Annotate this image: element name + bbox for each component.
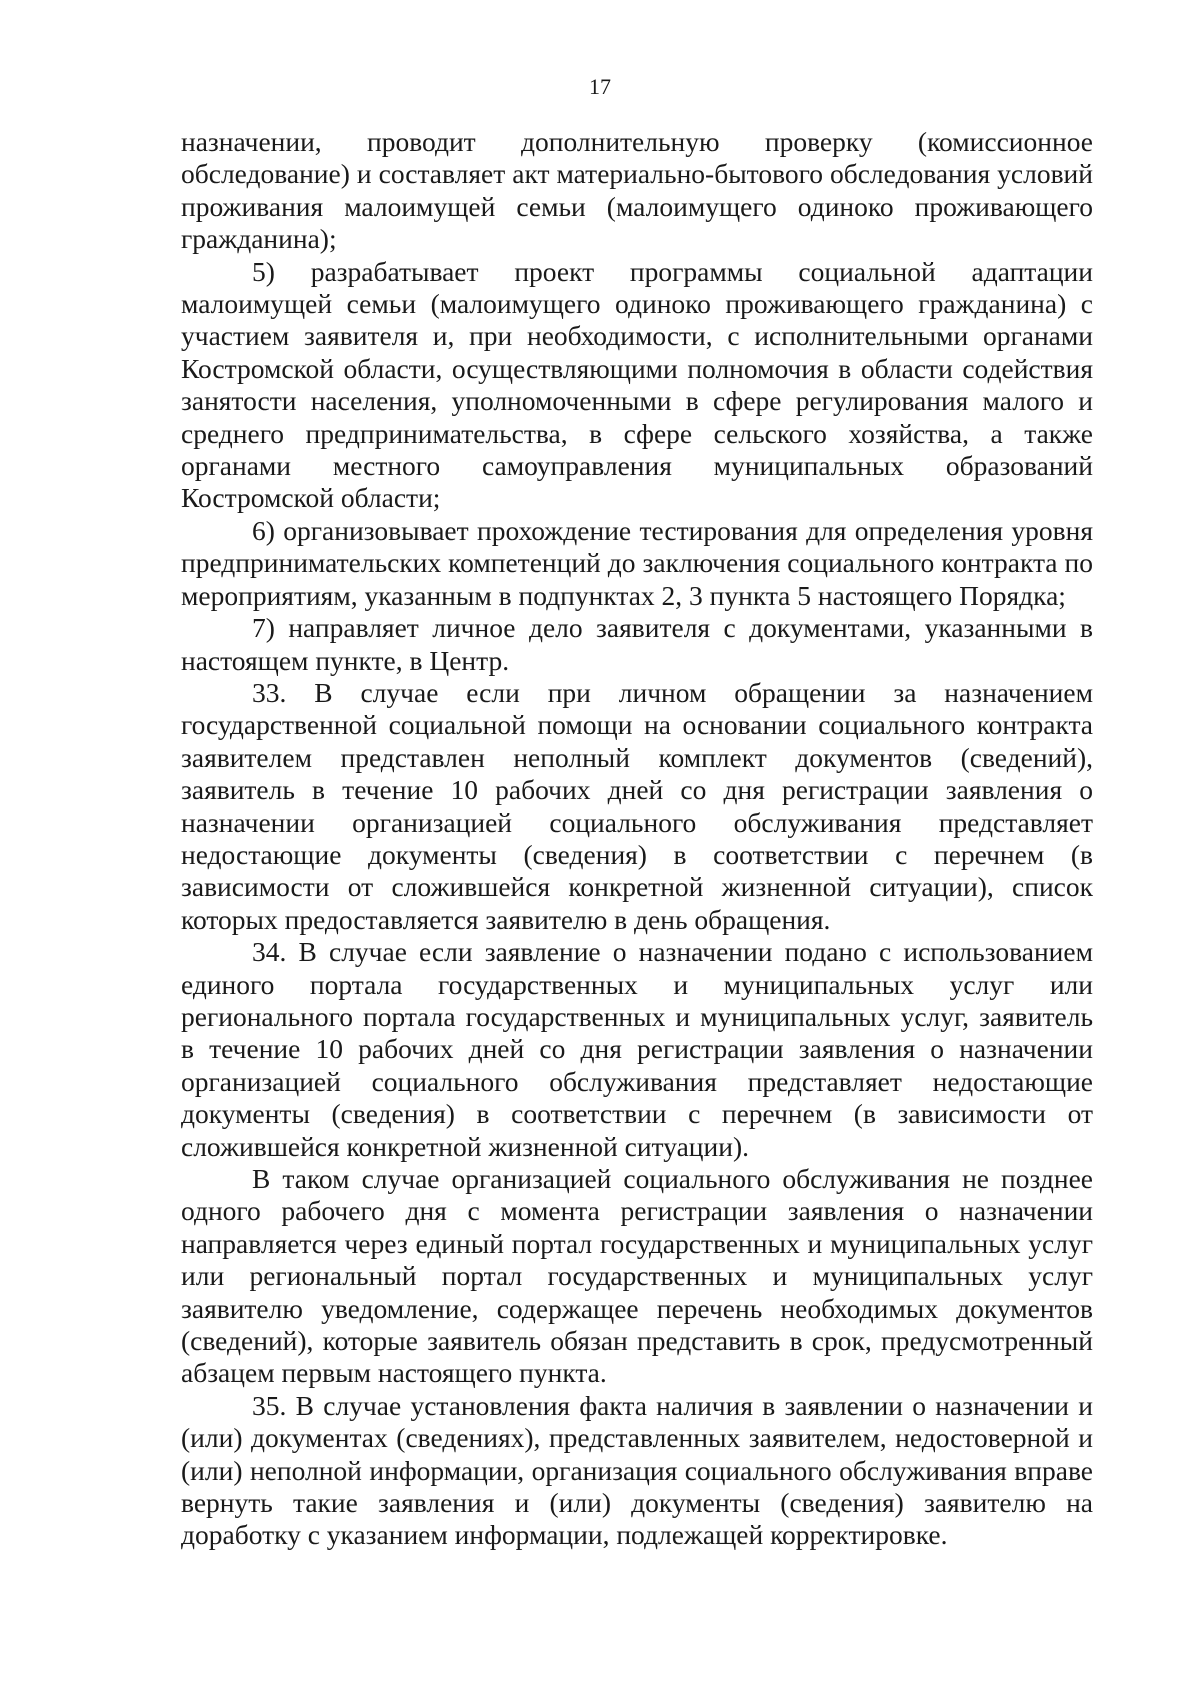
paragraph-clause-34-continued: В таком случае организацией социального обслуживания не позднее одного рабочего дня с момента регистрации заявления о назначении направляется через единый портал государственных и муниципальных услуг или региональный портал государственных и муниципальных услуг заявителю уведомление, содержащее перечень необходимых документов (сведений), которые заявитель обязан представить в срок, предусмотренный абзацем первым настоящего пункта. xyxy=(181,1163,1093,1389)
paragraph-clause-35: 35. В случае установления факта наличия в заявлении о назначении и (или) документах (сведениях), представленных заявителем, недостоверной и (или) неполной информации, организация социального обслуживания вправе вернуть такие заявления и (или) документы (сведения) заявителю на доработку с указанием информации, подлежащей корректировке. xyxy=(181,1389,1093,1551)
page-number: 17 xyxy=(589,74,611,99)
paragraph-clause-34: 34. В случае если заявление о назначении подано с использованием единого портала государственных и муниципальных услуг или регионального портала государственных и муниципальных услуг, заявитель в течение 10 рабочих дней со дня регистрации заявления о назначении организацией социального обслуживания представляет недостающие документы (сведения) в соответствии с перечнем (в зависимости от сложившейся конкретной жизненной ситуации). xyxy=(181,936,1093,1162)
paragraph-item-6: 6) организовывает прохождение тестирования для определения уровня предпринимательских компетенций до заключения социального контракта по мероприятиям, указанным в подпунктах 2, 3 пункта 5 настоящего Порядка; xyxy=(181,514,1093,611)
paragraph-item-5: 5) разрабатывает проект программы социальной адаптации малоимущей семьи (малоимущего одиноко проживающего гражданина) с участием заявителя и, при необходимости, с исполнительными органами Костромской области, осуществляющими полномочия в области содействия занятости населения, уполномоченными в сфере регулирования малого и среднего предпринимательства, в сфере сельского хозяйства, а также органами местного самоуправления муниципальных образований Костромской области; xyxy=(181,255,1093,514)
paragraph-clause-33: 33. В случае если при личном обращении за назначением государственной социальной помощи на основании социального контракта заявителем представлен неполный комплект документов (сведений), заявитель в течение 10 рабочих дней со дня регистрации заявления о назначении организацией социального обслуживания представляет недостающие документы (сведения) в соответствии с перечнем (в зависимости от сложившейся конкретной жизненной ситуации), список которых предоставляется заявителю в день обращения. xyxy=(181,676,1093,935)
paragraph-item-7: 7) направляет личное дело заявителя с документами, указанными в настоящем пункте, в Центр. xyxy=(181,612,1093,676)
document-body xyxy=(181,126,1093,1552)
paragraph-continuation: назначении, проводит дополнительную проверку (комиссионное обследование) и составляет акт материально-бытового обследования условий проживания малоимущей семьи (малоимущего одиноко проживающего гражданина); xyxy=(181,126,1093,255)
